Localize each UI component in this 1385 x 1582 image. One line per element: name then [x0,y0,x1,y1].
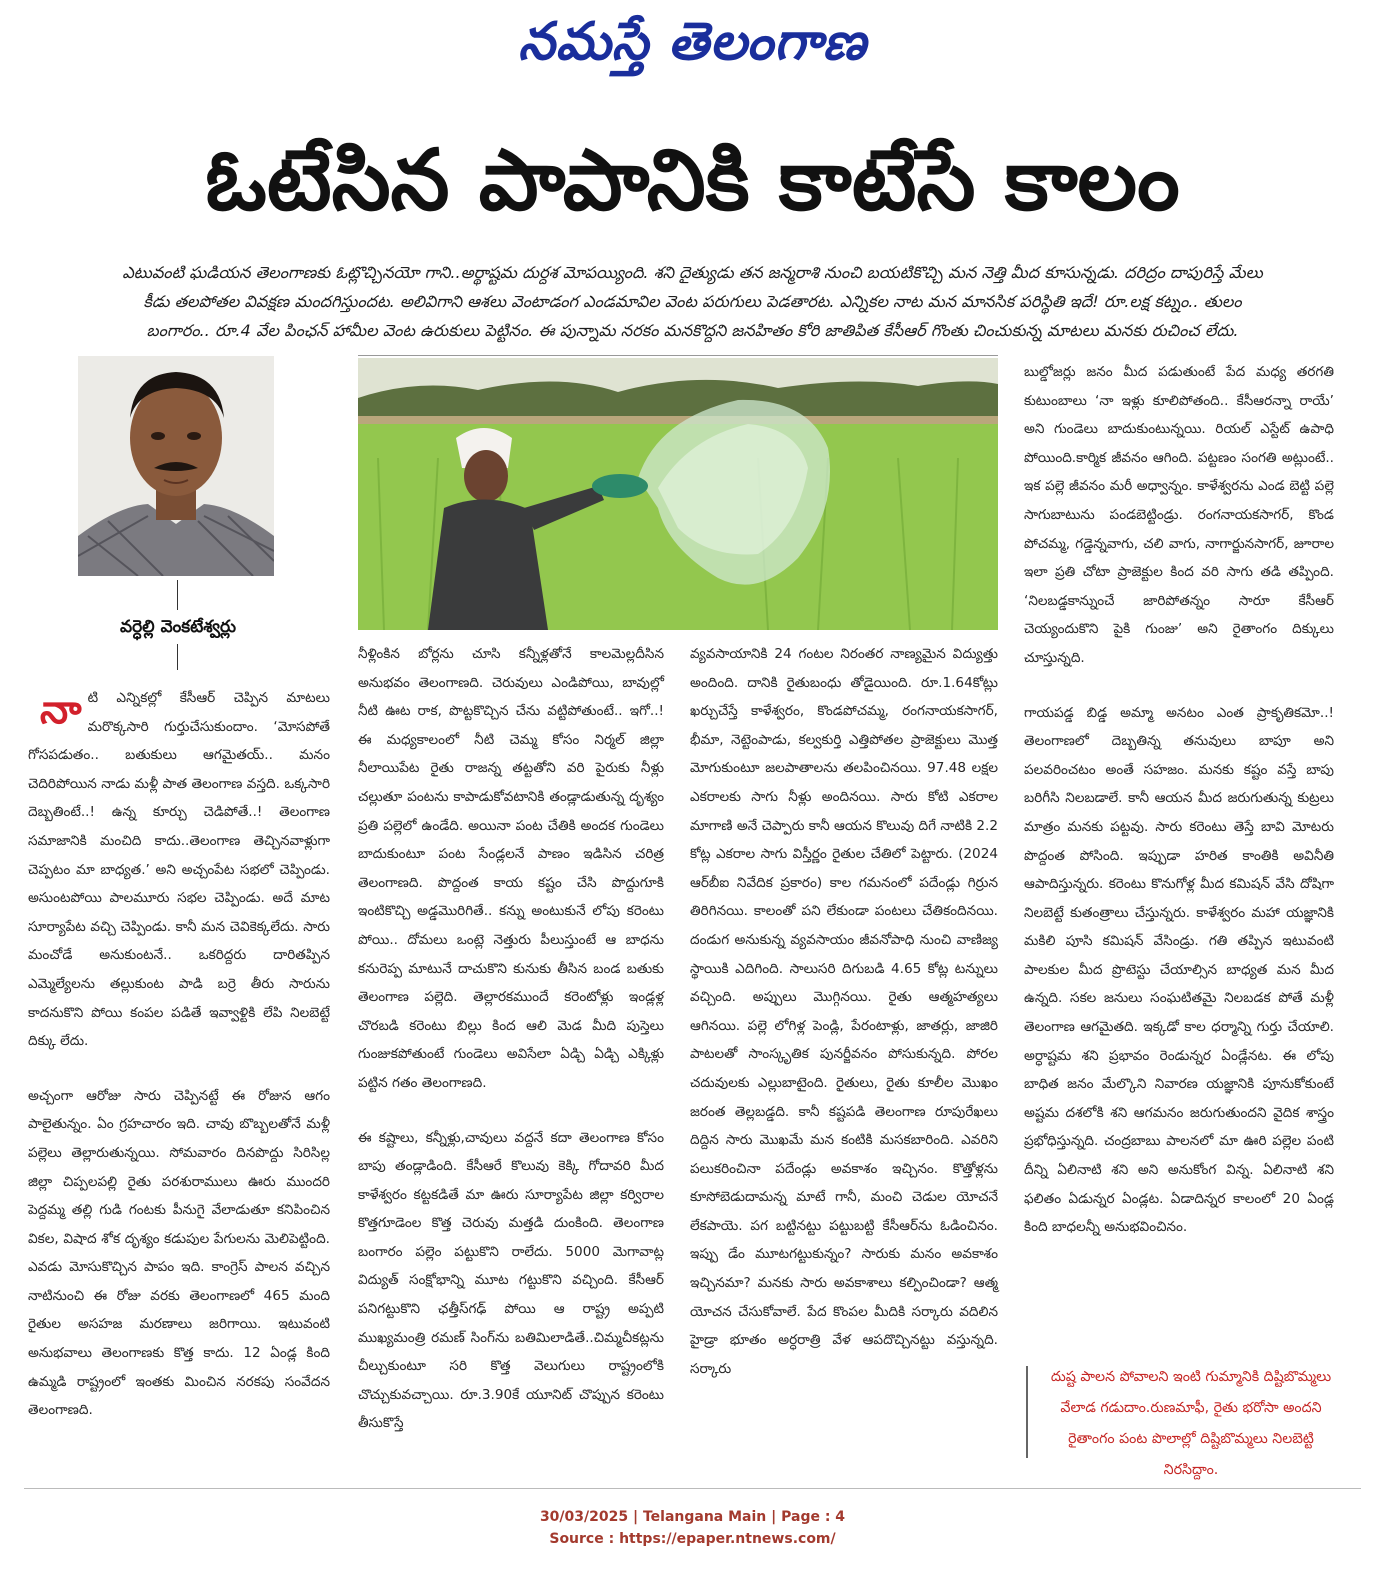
article-intro [40,258,1345,345]
callout-divider [1026,1366,1028,1458]
article-column-2 [358,640,664,1438]
paragraph: నీళ్లింకిన బోర్లను చూసి కన్నీళ్లతోనే కాలమెల్లదీసిన అనుభవం తెలంగాణది. చెరువులు ఎండిపోయి, బావుల్లో నీటి ఊట రాక, పొట్టకొచ్చిన చేను వట్టిపోతుంటే.. ఇగో..! ఈ మధ్యకాలంలో నీటి చెమ్మ కోసం నిర్మల్ జిల్లా నీలాయిపేట రైతు రాజన్న తట్టతోని వరి పైరుకు నీళ్లు చల్లుతూ పంటను కాపాడుకోవటానికి తండ్లాడుతున్న దృశ్యం ప్రతి పల్లెలో ఉండేది. అయినా పంట చేతికి అందక గుండెలు బాదుకుంటూ పంట సేండ్లలనే పాణం ఇడిసిన చరిత్ర తెలంగాణది. పొద్దంత కాయ కష్టం చేసి పొద్దుగూకి ఇంటికొచ్చి అడ్డమొరిగితే.. కన్ను అంటుకునే లోపు కరెంటు పోయి.. దోమలు ఒంట్లె నెత్తురు పీలుస్తుంటే ఆ బాధను కనురెప్ప మాటునే దాచుకొని కునుకు తీసిన బండ బతుకు తెలంగాణ పల్లెది. తెల్లారకముందే కరెంటోళ్లు ఇండ్లళ్ల చొరబడి కరెంటు బిల్లు కింద ఆలి మెడ మీది పుస్తెలు గుంజుకపోతుంటే గుండెలు అవిసేలా ఏడ్చి ఏడ్చి ఎక్కిళ్లు పట్టిన గతం తెలంగాణది. [358,646,664,1091]
author-photo [78,356,274,576]
paragraph-text: టి ఎన్నికల్లో కేసీఆర్ చెప్పిన మాటలు మరొక్కసారి గుర్తుచేసుకుందాం. ‘మోసపోతే గోసపడుతం.. బతుకులు ఆగమైతయ్.. మనం చెదిరిపోయిన నాడు మళ్లీ పాత తెలంగాణ వస్తది. ఒక్కసారి దెబ్బతింటే..! ఉన్న కూర్చు చెడిపోతే..! తెలంగాణ సమాజానికి మంచిది కాదు..తెలంగాణ తెచ్చినవాళ్లుగా చెప్పటం మా బాధ్యత.’ అని అచ్చంపేట సభలో చెప్పిండు. అసుంటపోయి పాలమూరు సభల చెప్పిండు. అదే మాట సూర్యాపేట వచ్చి చెప్పిండు. కానీ మన చెవికెక్కలేదు. సారు మంచోడే అనుకుంటనే.. ఒకరిద్దరు దారితప్పిన ఎమ్మెల్యేలను తల్లుకుంట పాడి బర్రె తీరు సారును కాదనుకొని పోయి కంపల పడితే ఇవ్వాళ్టికి లేపి నిలబెట్టే దిక్కు లేదు. [28,690,330,1050]
article-column-3 [690,640,998,1383]
paragraph: వ్యవసాయానికి 24 గంటల నిరంతర నాణ్యమైన విద్యుత్తు అందింది. దానికి రైతుబంధు తోడైయింది. రూ.1.64కోట్లు ఖర్చుచేస్తే కాళేశ్వరం, కొండపోచమ్మ, రంగనాయకసాగర్, భీమా, నెట్టెంపాడు, కల్వకుర్తి ఎత్తిపోతల ప్రాజెక్టులు మొత్త మోగుకుంటూ జలపాతాలను తలపించినయి. 97.48 లక్షల ఎకరాలకు సాగు నీళ్లు అందినయి. సారు కోటి ఎకరాల మాగాణి అనే చెప్పారు కానీ ఆయన కొలువు దిగే నాటికి 2.2 కోట్ల ఎకరాల సాగు విస్తీర్ణం రైతుల చేతిలో పెట్టారు. (2024 ఆర్‌బీఐ నివేదిక ప్రకారం) కాల గమనంలో పదేండ్లు గిర్రున తిరిగినయి. కాలంతో పని లేకుండా పంటలు చేతికందినయి. దండుగ అనుకున్న వ్యవసాయం జీవనోపాధి నుంచి వాణిజ్య స్థాయికి ఎదిగింది. సాలుసరి దిగుబడి 4.65 కోట్ల టన్నులు వచ్చింది. అప్పులు మొగ్గినయి. రైతు ఆత్మహత్యలు ఆగినయి. పల్లె లోగిళ్ల పెండ్లి, పేరంటాళ్లు, జాతర్లు, జాజిరి పాటలతో సాంస్కృతిక పునర్జీవనం పోసుకున్నది. పోరల చదువులకు ఎల్లుబాటైంది. రైతులు, రైతు కూలీల మొఖం జరంత తెల్లబడ్డది. కానీ కష్టపడి తెలంగాణ రూపురేఖలు దిద్దిన సారు మొఖమే మన కంటికి మసకబారింది. ఎవరిని పలుకరించినా పదేండ్లు అవకాశం ఇచ్చినం. కొత్తోళ్లను కూసోబెడుదామన్న మాటే గానీ, మంచి చెడుల యోచనే లేకపాయె. పగ బట్టినట్టు పట్టుబట్టి కేసీఆర్‌ను ఓడించినం. ఇప్పు డేం మూటగట్టుకున్నం? సారుకు మనం అవకాశం ఇచ్చినమా? మనకు సారు అవకాశాలు కల్పించిండా? ఆత్మ యోచన చేసుకోవాలే. పేద కొంపల మీదికి సర్కారు వదిలిన హైడ్రా భూతం అర్ధరాత్రి వేళ ఆపదొచ్చినట్టు వస్తున్నది. సర్కారు [690,646,998,1377]
author-name: వర్ధెల్లి వెంకటేశ్వర్లు [120,617,236,637]
intro-line: కీడు తలపోతల వివక్షణ మందగిస్తుందట. అలివిగాని ఆశలు వెంటాడంగ ఎండమావిల వెంట పరుగులు పెడతారట. ఎన్నికల నాట మన మానసిక పరిస్థితి ఇదే! రూ.లక్ష కట్నం.. తులం [143,292,1242,311]
drop-cap: నా [40,687,82,733]
article-column-1 [28,684,330,1425]
newspaper-masthead: నమస్తే తెలంగాణ [518,11,867,72]
divider [358,355,998,356]
edition-info: 30/03/2025 | Telangana Main | Page : 4 [539,1509,846,1525]
byline-divider [177,644,178,670]
paragraph: బుల్డోజర్లు జనం మీద పడుతుంటే పేద మధ్య తరగతి కుటుంబాలు ‘నా ఇళ్లు కూలిపోతంది.. కేసీఆరన్నా రాయే’ అని గుండెలు బాదుకుంటున్నయి. రియల్ ఎస్టేట్ ఉపాధి పోయింది.కార్మిక జీవనం ఆగింది. పట్టణం సంగతి అట్లుంటే.. ఇక పల్లె జీవనం మరీ అధ్వాన్నం. కాళేశ్వరను ఎండ బెట్టి పల్లె సాగుబాటును పండబెట్టిండ్రు. రంగనాయకసాగర్, కొండ పోచమ్మ, గడ్డెన్నవాగు, చలి వాగు, నాగార్జునసాగర్, జూరాల ఇలా ప్రతి చోటా ప్రాజెక్టుల కింద వరి సాగు తడి తప్పింది. ‘నిలబడ్డకాన్నుంచే జారిపోతన్నం సారూ కేసీఆర్ చెయ్యందుకొని పైకి గుంజు’ అని రైతాంగం దిక్కులు చూస్తున్నది. [1024,364,1334,666]
source-link[interactable]: Source : https://epaper.ntnews.com/ [549,1531,836,1547]
pull-quote: దుష్ట పాలన పోవాలని ఇంటి గుమ్మానికి దిష్టిబొమ్మలు వేలాడ గడుదాం.రుణమాఫీ, రైతు భరోసా అందని రైతాంగం పంట పొలాల్లో దిష్టిబొమ్మలు నిలబెట్టి నిరసిద్దాం. [1050,1369,1332,1478]
divider [24,1488,1361,1489]
paragraph: ఈ కష్టాలు, కన్నీళ్లు,చావులు వద్దనే కదా తెలంగాణ కోసం బాపు తండ్లాడింది. కేసీఆరే కొలువు కెక్కి గోదావరి మీద కాళేశ్వరం కట్టకడితే మా ఊరు సూర్యాపేట జిల్లా కర్విరాల కొత్తగూడెంల కొత్త చెరువు మత్తడి దుంకింది. తెలంగాణ బంగారం పల్లెం పట్టుకొని రాలేదు. 5000 మెగావాట్ల విద్యుత్ సంక్షోభాన్ని మూట గట్టుకొని వచ్చింది. కేసీఆర్ పనిగట్టుకొని ఛత్తీస్‌గఢ్ పోయి ఆ రాష్ట్ర అప్పటి ముఖ్యమంత్రి రమణ్ సింగ్‌ను బతిమిలాడితే..చిమ్మచీకట్లను చీల్చుకుంటూ సరి కొత్త వెలుగులు రాష్ట్రంలోకి చొచ్చుకువచ్చాయి. రూ.3.90కే యూనిట్ చొప్పున కరెంటు తీసుకొస్తే [358,1129,664,1432]
paragraph [28,684,330,1056]
article-column-4 [1024,358,1334,1242]
intro-line: బంగారం.. రూ.4 వేల పింఛన్ హామీల వెంట ఉరుకులు పెట్టినం. ఈ పున్నామ నరకం మనకొద్దని జనహితం కోరి జాతిపిత కేసీఆర్ గొంతు చించుకున్న మాటలు మనకు రుచించ లేదు. [146,321,1239,340]
article-photo [358,358,998,630]
byline-divider [177,580,178,610]
article-headline: ఓటేసిన పాపానికి కాటేసే కాలం [205,131,1180,229]
paragraph: గాయపడ్డ బిడ్డ అమ్మా అనటం ఎంత ప్రాకృతికమో..! తెలంగాణలో దెబ్బతిన్న తనువులు బాపూ అని పలవరించటం అంతే సహజం. మనకు కష్టం వస్తే బాపు బరిగీసి నిలబడాలే. కానీ ఆయన మీద జరుగుతున్న కుట్రలు మాత్రం మనకు పట్టవు. సారు కరెంటు తెస్తే బావి మోటరు పొద్దంత పోసింది. ఇప్పుడా హరిత కాంతికి అవినీతి ఆపాదిస్తున్నరు. కరెంటు కొనుగోళ్ల మీద కమిషన్ వేసి దోషిగా నిలబెట్టే కుతంత్రాలు చేస్తున్నరు. కాళేశ్వరం మహా యజ్ఞానికి మకిలి పూసి కమిషన్ వేసిండ్రు. గతి తప్పిన ఇటువంటి పాలకుల మీద ప్రొటెస్టు చేయాల్సిన బాధ్యత మన మీద ఉన్నది. సకల జనులు సంఘటితమై నిలబడక పోతే మళ్లీ తెలంగాణ ఆగమైతది. ఇక్కడో కాల ధర్మాన్ని గుర్తు చేయాలి. అర్ధాష్టమ శని ప్రభావం రెండున్నర ఏండ్లేనట. ఈ లోపు బాధిత జనం మేల్కొని నివారణ యజ్ఞానికి పూనుకోకుంటే అష్టమ దశలోకి శని ఆగమనం జరుగుతుందని వైదిక శాస్త్రం ప్రభోధిస్తున్నది. చంద్రబాబు పాలనలో మా ఊరి పల్లెల పంటి దీన్ని ఏలినాటి శని అని అనుకోంగ విన్న. ఏలినాటి శని ఫలితం ఏడున్నర ఏండ్లట. ఏడాదిన్నర కాలంలో 20 ఏండ్ల కింది బాధలన్నీ అనుభవించినం. [1024,704,1334,1236]
intro-line: ఎటువంటి ఘడియన తెలంగాణకు ఓట్లొచ్చినయో గాని..అర్థాష్టమ దుర్దశ మోపయ్యింది. శని దైత్యుడు తన జన్మరాశి నుంచి బయటికొచ్చి మన నెత్తి మీద కూసున్నడు. దరిద్రం దాపురిస్తే మేలు [122,263,1263,282]
paragraph: అచ్చంగా ఆరోజు సారు చెప్పినట్టే ఈ రోజున ఆగం పాలైతున్నం. ఏం గ్రహచారం ఇది. చావు బొబ్బలతోనే మళ్లీ పల్లెలు తెల్లారుతున్నయి. సోమవారం దినపొద్దు సిరిసిల్ల జిల్లా చిప్పలపల్లి రైతు పరశురాములు ఊరు ముందరి పెద్దమ్మ తల్లి గుడి గంటకు పీనుగై వేలాడుతూ కనిపించిన వికల, విషాద శోక దృశ్యం కడుపుల పేగులను మెలిపెట్టింది. ఎవడు మోసుకొచ్చిన పాపం ఇది. కాంగ్రెస్ పాలన వచ్చిన నాటినుంచి ఈ రోజు వరకు తెలంగాణలో 465 మంది రైతుల అసహజ మరణాలు జరిగాయి. ఇటువంటి అనుభవాలు తెలంగాణకు కొత్త కాదు. 12 ఏండ్ల కింది ఉమ్మడి రాష్ట్రంలో ఇంతకు మించిన నరకపు సంవేదన తెలంగాణది. [28,1087,330,1419]
